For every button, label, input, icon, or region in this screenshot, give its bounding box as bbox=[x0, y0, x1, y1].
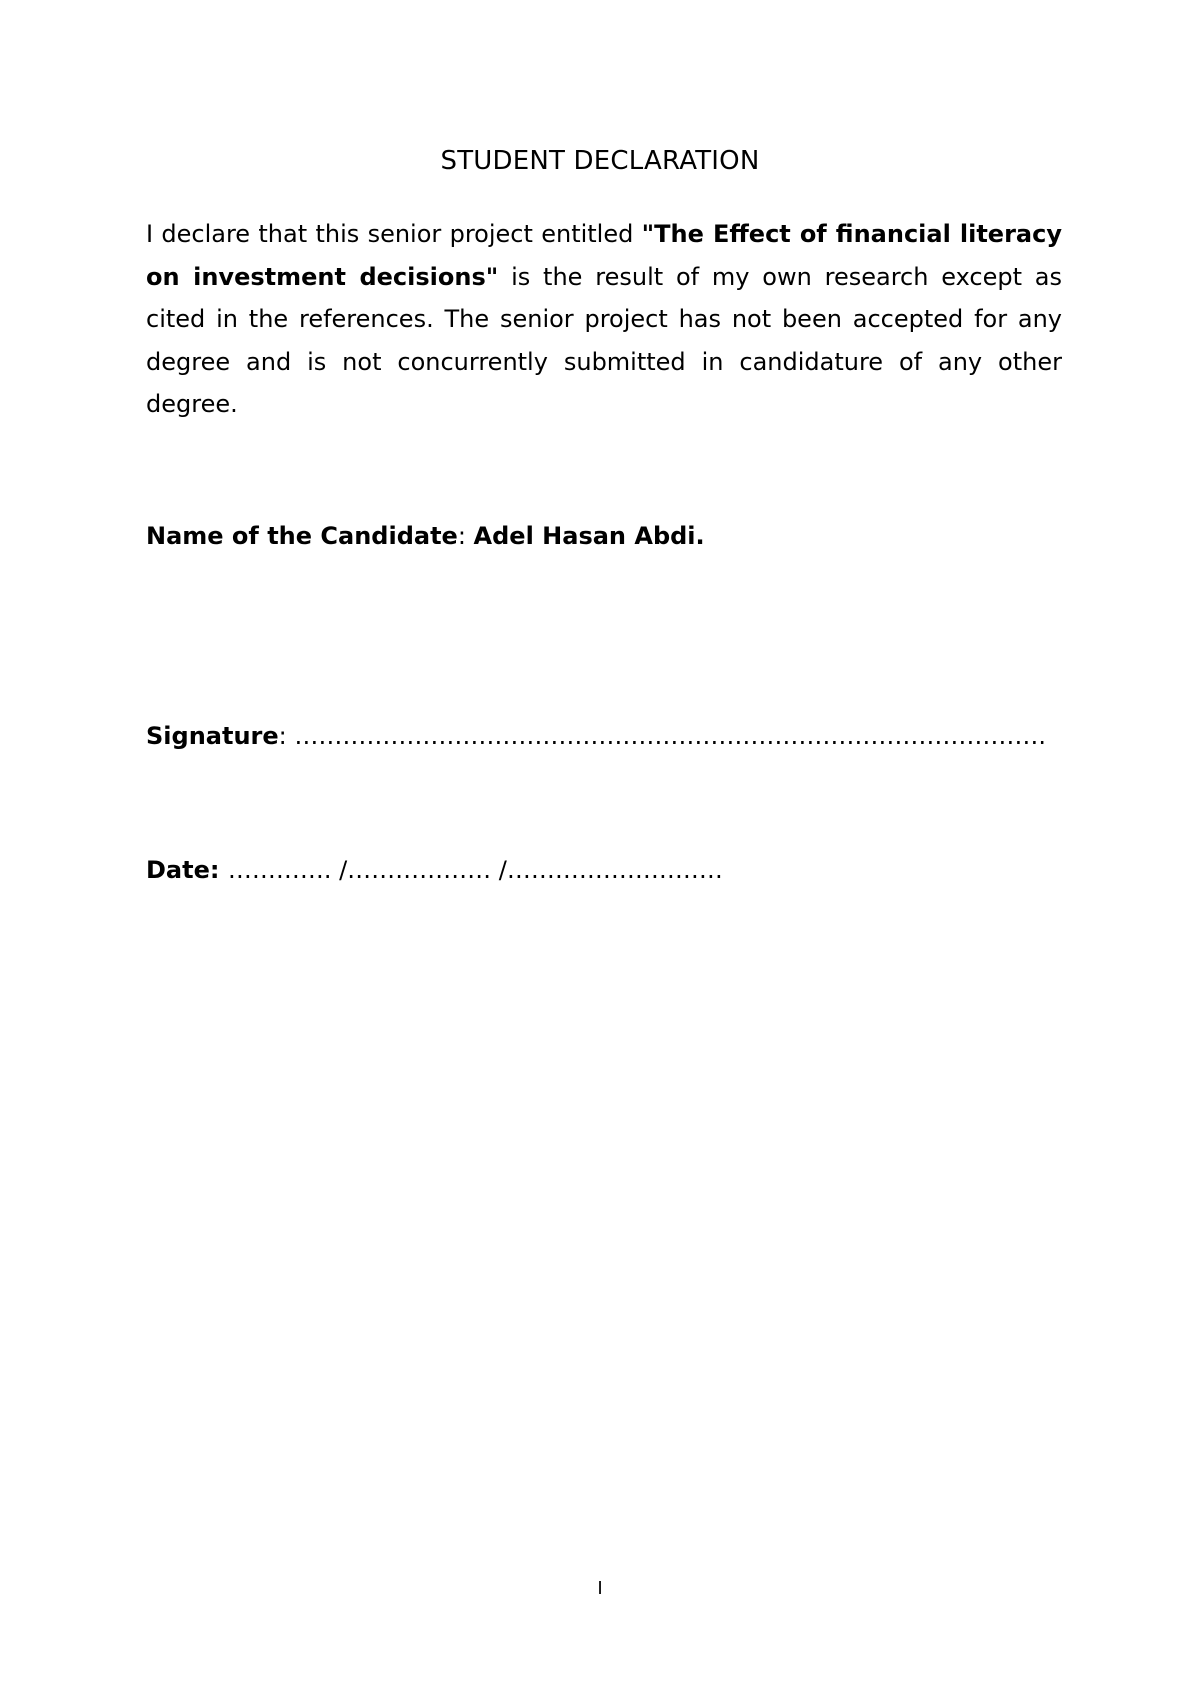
project-title: "The Effect of financial literacy on investment decisions" bbox=[146, 220, 1062, 291]
date-field bbox=[146, 853, 723, 887]
declaration-paragraph bbox=[146, 213, 1062, 426]
date-line: …………. /……………… /……………………… bbox=[227, 856, 723, 884]
candidate-name-field bbox=[146, 519, 705, 553]
declaration-intro: I declare that this senior project entitled bbox=[146, 220, 642, 248]
declaration-rest: is the result of my own research except as cited in the references. The senior project has not been accepted for any degree and is not concurrently submitted in candidature of any other degree. bbox=[146, 262, 1063, 418]
signature-separator: : bbox=[278, 722, 295, 750]
page-title: STUDENT DECLARATION bbox=[440, 146, 760, 176]
date-label: Date: bbox=[146, 856, 228, 884]
signature-label: Signature bbox=[146, 722, 279, 750]
candidate-name-value: Adel Hasan Abdi. bbox=[473, 522, 705, 550]
signature-field bbox=[146, 719, 1046, 753]
page-number: I bbox=[597, 1578, 603, 1599]
candidate-name-separator: : bbox=[457, 522, 474, 550]
candidate-name-label: Name of the Candidate bbox=[146, 522, 458, 550]
signature-line: …………………………………………………………………………………. bbox=[294, 722, 1047, 750]
